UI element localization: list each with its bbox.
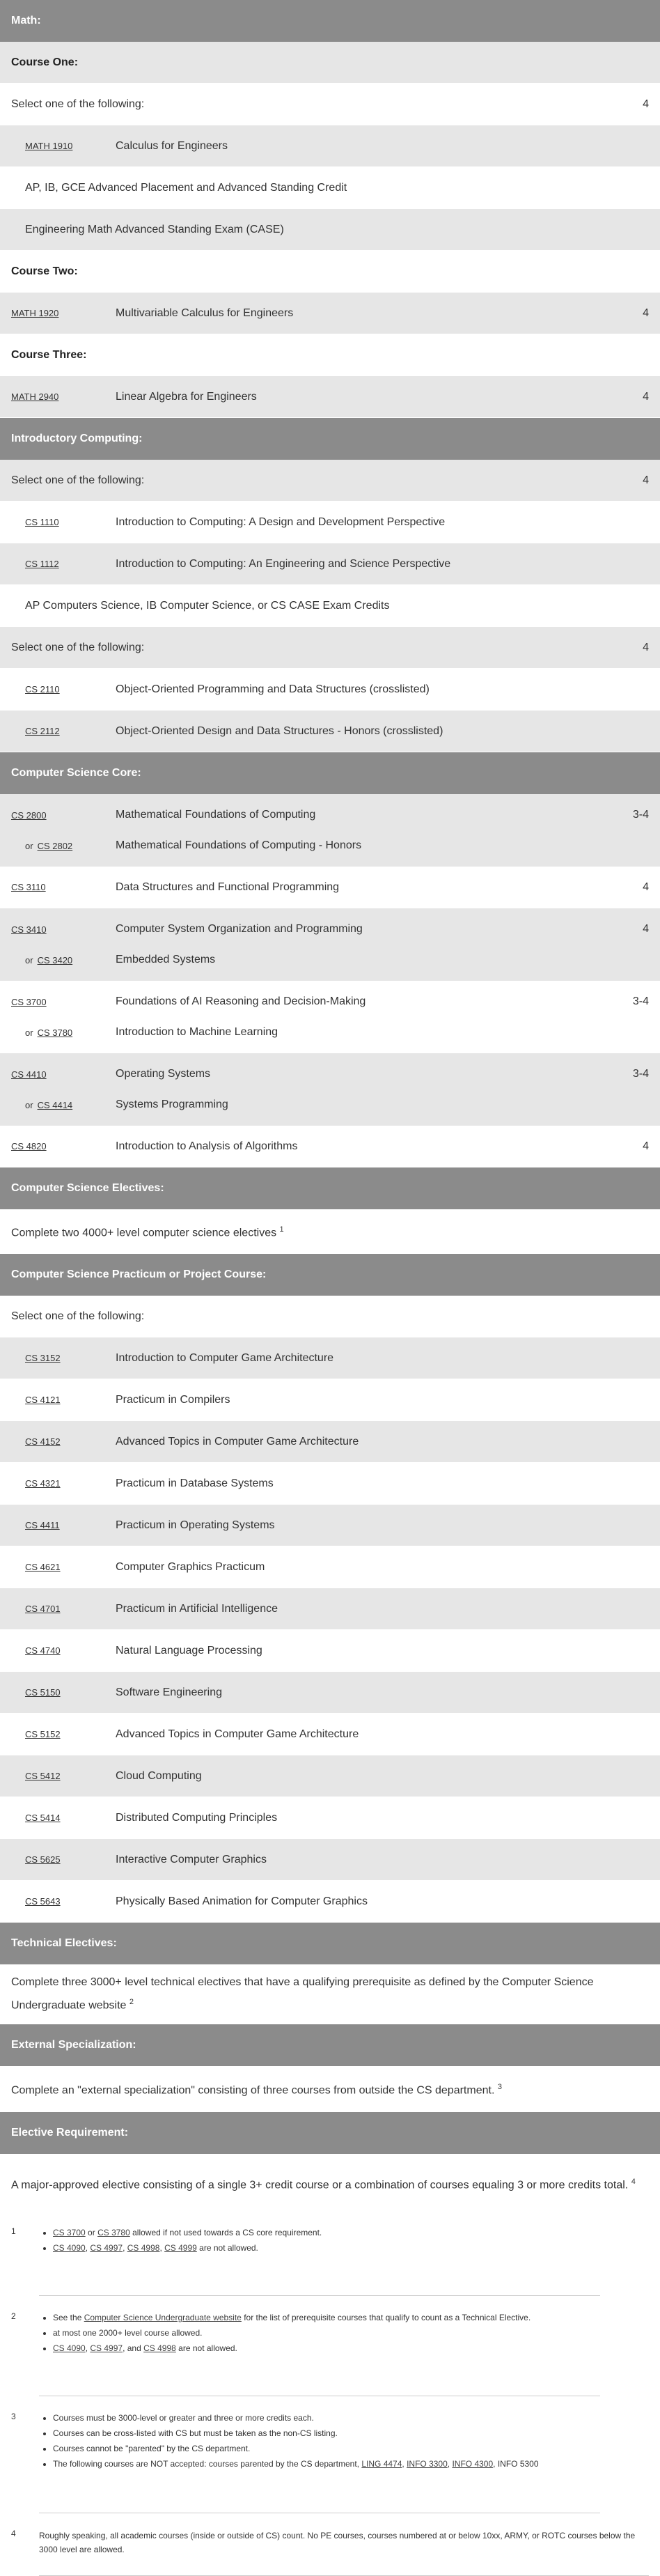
footnote-item	[53, 2226, 600, 2239]
footnote-4	[0, 2526, 660, 2576]
course-pair	[0, 794, 660, 867]
course-pair	[0, 981, 660, 1053]
course-one-label: Course One:	[11, 56, 79, 68]
course-row	[0, 293, 660, 334]
hours: 3-4	[632, 995, 649, 1007]
select-row	[0, 627, 660, 669]
external-description: Complete an "external specialization" consisting of three courses from outside the CS department.	[11, 2084, 495, 2097]
footnote-body	[39, 2224, 600, 2296]
course-code-link[interactable]: CS 3780	[97, 2228, 130, 2237]
course-title: Practicum in Compilers	[116, 1393, 230, 1406]
or-label: or	[25, 1099, 33, 1110]
course-code-link[interactable]: CS 4414	[37, 1099, 73, 1110]
course-code-link[interactable]: CS 4998	[127, 2243, 160, 2253]
course-title: Introduction to Computer Game Architecture	[116, 1351, 334, 1364]
section-header-elective-requirement: Elective Requirement:	[0, 2112, 660, 2154]
course-title: Foundations of AI Reasoning and Decision-Making	[116, 995, 366, 1007]
course-row	[0, 1337, 660, 1379]
course-row	[0, 711, 660, 752]
course-title: Calculus for Engineers	[116, 139, 228, 152]
course-code-link[interactable]: CS 5150	[25, 1687, 61, 1698]
course-row	[0, 669, 660, 711]
external-text	[0, 2066, 660, 2112]
course-title: Interactive Computer Graphics	[116, 1853, 267, 1865]
hours: 3-4	[632, 809, 649, 821]
course-title: Operating Systems	[116, 1068, 211, 1080]
course-code-link[interactable]: CS 1110	[25, 517, 59, 527]
alt-code	[11, 955, 116, 965]
course-row	[0, 1672, 660, 1714]
footnote-body	[39, 2409, 600, 2513]
course-code-link[interactable]: CS 4621	[25, 1562, 61, 1572]
cs-undergrad-website-link[interactable]: Computer Science Undergraduate website	[84, 2313, 242, 2322]
course-title: Object-Oriented Programming and Data Structures (crosslisted)	[116, 683, 430, 695]
course-code-link[interactable]: CS 3410	[11, 924, 47, 935]
course-three-label: Course Three:	[11, 348, 87, 361]
footnote-item	[53, 2327, 600, 2339]
select-row	[0, 1296, 660, 1337]
elective-req-description: A major-approved elective consisting of a single 3+ credit course or a combination of courses equaling 3 or more credits total.	[11, 2179, 629, 2191]
hours: 4	[643, 641, 649, 653]
course-title: Object-Oriented Design and Data Structures - Honors (crosslisted)	[116, 724, 443, 737]
course-row	[0, 1755, 660, 1797]
section-header-electives: Computer Science Electives:	[0, 1167, 660, 1209]
course-title: Introduction to Machine Learning	[116, 1026, 278, 1038]
subheader-course-two	[0, 251, 660, 293]
course-code-link[interactable]: CS 4411	[25, 1520, 60, 1530]
alt-code	[11, 1027, 116, 1038]
course-code-link[interactable]: CS 2112	[25, 726, 60, 736]
course-title: Computer Graphics Practicum	[116, 1560, 265, 1573]
electives-text	[0, 1209, 660, 1254]
course-code-link[interactable]: CS 3152	[25, 1353, 61, 1363]
course-title: Natural Language Processing	[116, 1644, 262, 1656]
footnote-text: are not allowed.	[199, 2243, 258, 2253]
course-code-link[interactable]: CS 4997	[90, 2343, 123, 2353]
section-header-math: Math:	[0, 0, 660, 42]
course-code-link[interactable]: CS 4701	[25, 1604, 61, 1614]
footnote-text: or	[88, 2228, 95, 2237]
option-text: Engineering Math Advanced Standing Exam (CASE)	[25, 223, 284, 235]
course-code-link[interactable]: LING 4474	[361, 2459, 402, 2469]
course-code-link[interactable]: CS 4410	[11, 1069, 47, 1080]
footnote-body	[39, 2309, 600, 2396]
alt-code	[11, 841, 116, 851]
course-title: Introduction to Computing: A Design and Development Perspective	[116, 515, 446, 528]
course-title: Mathematical Foundations of Computing - Honors	[116, 839, 362, 851]
course-code-link[interactable]: CS 4321	[25, 1478, 61, 1489]
course-code-link[interactable]: CS 4090	[53, 2343, 86, 2353]
course-row	[0, 1379, 660, 1421]
footnote-ref[interactable]: 1	[279, 1225, 284, 1234]
course-title: Mathematical Foundations of Computing	[116, 809, 316, 821]
hours: 4	[643, 390, 649, 403]
footnote-item	[53, 2427, 600, 2439]
course-row	[0, 125, 660, 167]
footnote-ref[interactable]: 4	[631, 2178, 636, 2187]
section-header-intro: Introductory Computing:	[0, 418, 660, 460]
course-code-link[interactable]: CS 2800	[11, 809, 47, 821]
footnote-number: 1	[11, 2226, 16, 2236]
section-header-practicum: Computer Science Practicum or Project Course:	[0, 1254, 660, 1296]
footnote-1	[0, 2224, 660, 2296]
course-title: Introduction to Computing: An Engineering and Science Perspective	[116, 557, 451, 570]
course-pair	[0, 1053, 660, 1126]
course-row	[0, 1588, 660, 1630]
section-header-core: Computer Science Core:	[0, 752, 660, 794]
course-row	[0, 1881, 660, 1923]
footnote-text: See the	[53, 2313, 82, 2322]
option-text: AP Computers Science, IB Computer Science, or CS CASE Exam Credits	[25, 599, 390, 612]
course-code-link[interactable]: CS 5414	[25, 1813, 61, 1823]
course-code-link[interactable]: MATH 1920	[11, 308, 59, 318]
elective-req-text	[0, 2154, 660, 2214]
footnote-number: 3	[11, 2412, 16, 2421]
option-text: AP, IB, GCE Advanced Placement and Advanced Standing Credit	[25, 181, 347, 194]
footnote-number: 4	[11, 2529, 16, 2538]
option-row	[0, 167, 660, 209]
course-code-link[interactable]: CS 5152	[25, 1729, 61, 1739]
course-title: Cloud Computing	[116, 1769, 202, 1782]
course-title: Computer System Organization and Programming	[116, 923, 363, 935]
course-code-link[interactable]: CS 3780	[37, 1027, 73, 1038]
select-label: Select one of the following:	[11, 474, 145, 486]
course-title: Introduction to Analysis of Algorithms	[116, 1140, 298, 1152]
course-row	[0, 1421, 660, 1463]
option-row	[0, 209, 660, 251]
footnote-text: Courses cannot be "parented" by the CS department.	[53, 2444, 251, 2453]
footnote-text: for the list of prerequisite courses that qualify to count as a Technical Elective.	[244, 2313, 531, 2322]
hours: 4	[643, 923, 649, 935]
footnote-text: and	[127, 2343, 141, 2353]
course-code-link[interactable]: CS 4121	[25, 1395, 61, 1405]
course-code-link[interactable]: CS 4998	[143, 2343, 176, 2353]
course-code-link[interactable]: CS 3700	[11, 996, 47, 1007]
course-code-link[interactable]: CS 3420	[37, 954, 73, 965]
course-title: Embedded Systems	[116, 954, 216, 965]
course-code-link[interactable]: INFO 4300	[452, 2459, 494, 2469]
subheader-course-one	[0, 42, 660, 84]
course-code-link[interactable]: CS 4999	[164, 2243, 197, 2253]
course-code-link[interactable]: CS 3110	[11, 882, 46, 892]
footnote-ref[interactable]: 3	[497, 2083, 502, 2092]
course-code-link[interactable]: CS 4740	[25, 1645, 61, 1656]
course-row	[0, 502, 660, 543]
course-code-link[interactable]: CS 2802	[37, 840, 73, 851]
course-title: Practicum in Database Systems	[116, 1477, 274, 1489]
course-title: Distributed Computing Principles	[116, 1811, 278, 1824]
course-two-label: Course Two:	[11, 265, 78, 277]
course-pair	[0, 908, 660, 981]
course-title: Practicum in Artificial Intelligence	[116, 1602, 278, 1615]
course-title: Multivariable Calculus for Engineers	[116, 307, 294, 319]
select-row	[0, 460, 660, 502]
course-row	[0, 1463, 660, 1505]
electives-description: Complete two 4000+ level computer science electives	[11, 1227, 277, 1239]
footnote-text: Courses can be cross-listed with CS but must be taken as the non-CS listing.	[53, 2428, 338, 2438]
course-title: Linear Algebra for Engineers	[116, 390, 257, 403]
footnote-3	[0, 2409, 660, 2513]
footnote-item: • CS 4090, CS 4997, and CS 4998 are not allowed.	[53, 2342, 600, 2354]
or-label: or	[25, 840, 33, 851]
select-label: Select one of the following:	[11, 641, 145, 653]
course-code-link[interactable]: MATH 2940	[11, 391, 59, 402]
hours: 4	[643, 1140, 649, 1152]
practicum-list	[0, 1337, 660, 1923]
hours: 4	[643, 474, 649, 486]
option-row	[0, 585, 660, 627]
hours: 4	[643, 880, 649, 893]
or-label: or	[25, 1027, 33, 1038]
course-row	[0, 1505, 660, 1546]
course-code-link[interactable]: CS 4152	[25, 1436, 61, 1447]
hours: 4	[643, 98, 649, 110]
or-label: or	[25, 954, 33, 965]
course-row	[0, 867, 660, 908]
hours: 3-4	[632, 1068, 649, 1080]
course-code-link[interactable]: CS 4997	[90, 2243, 123, 2253]
section-header-external: External Specialization:	[0, 2024, 660, 2066]
footnote-ref[interactable]: 2	[129, 1998, 134, 2007]
subheader-course-three	[0, 334, 660, 376]
course-row	[0, 543, 660, 585]
footnote-text: The following courses are NOT accepted: courses parented by the CS department,	[53, 2459, 360, 2469]
footnote-item	[53, 2412, 600, 2424]
footnote-text: at most one 2000+ level course allowed.	[53, 2328, 203, 2338]
footnote-item: • The following courses are NOT accepted: courses parented by the CS department, LING 4474, INFO 3300, INFO 4300, INFO 5300	[53, 2458, 600, 2470]
footnote-2	[0, 2309, 660, 2396]
course-code-link[interactable]: CS 4090	[53, 2243, 86, 2253]
footnote-item	[53, 2442, 600, 2455]
alt-code	[11, 1100, 116, 1110]
course-row	[0, 1714, 660, 1755]
course-title: Physically Based Animation for Computer Graphics	[116, 1895, 368, 1907]
course-row	[0, 1797, 660, 1839]
course-row	[0, 1126, 660, 1167]
course-code-link[interactable]: INFO 3300	[407, 2459, 448, 2469]
course-title: Advanced Topics in Computer Game Architecture	[116, 1728, 359, 1740]
course-code-link[interactable]: CS 4820	[11, 1141, 47, 1151]
hours: 4	[643, 307, 649, 319]
course-title: Advanced Topics in Computer Game Architecture	[116, 1435, 359, 1448]
course-code-link[interactable]: CS 5625	[25, 1854, 61, 1865]
select-label: Select one of the following:	[11, 1310, 145, 1322]
course-title: Software Engineering	[116, 1686, 222, 1698]
course-title: Data Structures and Functional Programming	[116, 880, 340, 893]
course-code-link[interactable]: CS 5412	[25, 1771, 61, 1781]
footnote-text: allowed if not used towards a CS core requirement.	[132, 2228, 322, 2237]
course-code-link[interactable]: CS 1112	[25, 559, 59, 569]
course-code-link[interactable]: CS 2110	[25, 684, 60, 695]
footnote-text: Courses must be 3000-level or greater and three or more credits each.	[53, 2413, 314, 2423]
footnote-number: 2	[11, 2311, 16, 2321]
footnote-item	[53, 2311, 600, 2324]
course-title: Systems Programming	[116, 1099, 228, 1110]
course-row	[0, 376, 660, 418]
course-row	[0, 1630, 660, 1672]
footnote-text: INFO 5300	[497, 2459, 539, 2469]
course-code-link[interactable]: CS 3700	[53, 2228, 86, 2237]
course-title: Practicum in Operating Systems	[116, 1519, 275, 1531]
footnote-text: are not allowed.	[178, 2343, 237, 2353]
course-code-link[interactable]: MATH 1910	[25, 141, 73, 151]
course-row	[0, 1546, 660, 1588]
course-code-link[interactable]: CS 5643	[25, 1896, 61, 1907]
footnote-item: • CS 4090, CS 4997, CS 4998, CS 4999 are not allowed.	[53, 2242, 600, 2254]
technical-description: Complete three 3000+ level technical electives that have a qualifying prerequisite as defined by the Computer Science Undergraduate website	[11, 1976, 594, 2012]
select-row	[0, 84, 660, 125]
select-label: Select one of the following:	[11, 98, 145, 110]
course-row	[0, 1839, 660, 1881]
section-header-technical: Technical Electives:	[0, 1923, 660, 1964]
technical-text	[0, 1964, 660, 2024]
footnote-body: Roughly speaking, all academic courses (inside or outside of CS) count. No PE courses, courses numbered at or below 10xx, ARMY, or ROTC courses below the 3000 level are allowed.	[39, 2526, 649, 2576]
